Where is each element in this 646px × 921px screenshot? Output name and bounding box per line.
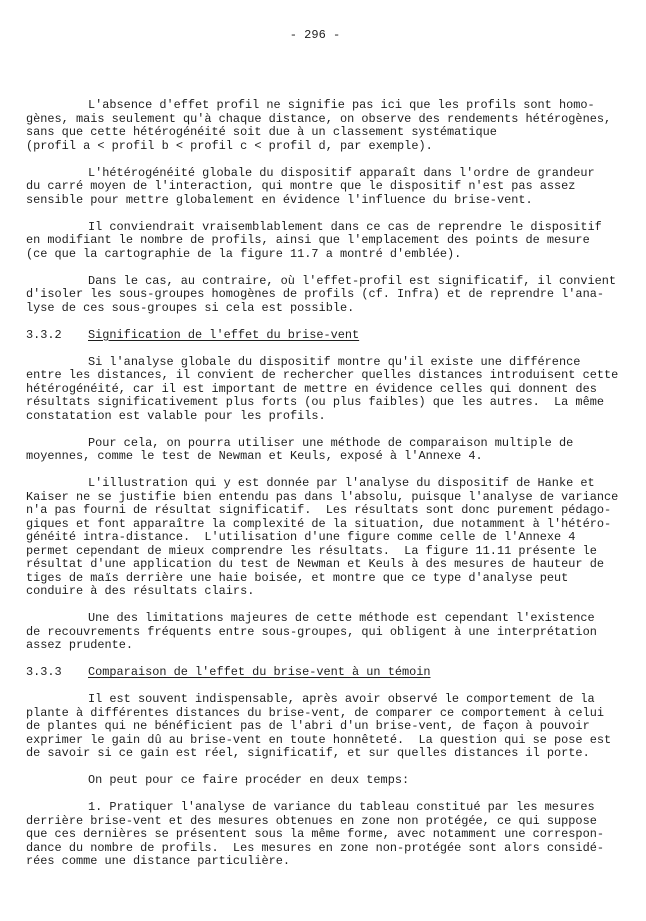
- text-line: résultats significativement plus forts (ou plus faibles) que les autres. La même: [26, 395, 604, 409]
- paragraph: [26, 99, 636, 153]
- text-line: généité intra-distance. L'utilisation d'une figure comme celle de l'Annexe 4: [26, 530, 576, 544]
- section-number: 3.3.3: [26, 665, 62, 679]
- text-line: 1. Pratiquer l'analyse de variance du tableau constitué par les mesures: [88, 800, 595, 814]
- text-line: Kaiser ne se justifie bien entendu pas dans l'absolu, puisque l'analyse de variance: [26, 489, 619, 504]
- text-line: assez prudente.: [26, 638, 134, 652]
- text-line: résultat d'une application du test de Newman et Keuls à des mesures de hauteur de: [26, 557, 604, 571]
- text-line: rées comme une distance particulière.: [26, 854, 291, 868]
- text-line: L'illustration qui y est donnée par l'analyse du dispositif de Hanke et: [88, 476, 595, 490]
- paragraph: [26, 167, 636, 208]
- text-line: tiges de maïs derrière une haie boisée, et montre que ce type d'analyse peut: [26, 570, 569, 585]
- text-line: de savoir si ce gain est réel, significatif, et sur quelles distances il porte.: [26, 746, 590, 760]
- section-heading-3-3-3: [26, 666, 636, 680]
- text-line: exprimer le gain dû au brise-vent en toute honnêteté. La question qui se pose est: [26, 732, 612, 747]
- text-line: de recouvrements fréquents entre sous-groupes, qui obligent à une interprétation: [26, 624, 597, 639]
- text-line: n'a pas fourni de résultat significatif. Les résultats sont donc purement pédago-: [26, 503, 612, 517]
- text-line: Dans le cas, au contraire, où l'effet-profil est significatif, il convient: [88, 273, 617, 288]
- text-line: sans que cette hétérogénéité soit due à un classement systématique: [26, 125, 497, 139]
- text-line: On peut pour ce faire procéder en deux temps:: [88, 773, 410, 787]
- text-line: en modifiant le nombre de profils, ainsi que l'emplacement des points de mesure: [26, 233, 590, 247]
- text-line: Il est souvent indispensable, après avoir observé le comportement de la: [88, 692, 595, 706]
- text-line: constatation est valable pour les profils.: [26, 408, 326, 423]
- paragraph: [26, 275, 636, 316]
- text-line: d'isoler les sous-groupes homogènes de profils (cf. Infra) et de reprendre l'ana-: [26, 287, 604, 301]
- paragraph: [26, 774, 636, 788]
- text-line: du carré moyen de l'interaction, qui montre que le dispositif n'est pas assez: [26, 179, 576, 193]
- text-line: (profil a < profil b < profil c < profil d, par exemple).: [26, 138, 433, 153]
- paragraph: [26, 801, 636, 869]
- text-line: moyennes, comme le test de Newman et Keuls, exposé à l'Annexe 4.: [26, 449, 483, 463]
- paragraph: [26, 477, 636, 599]
- text-line: Une des limitations majeures de cette méthode est cependant l'existence: [88, 611, 595, 625]
- text-line: Pour cela, on pourra utiliser une méthode de comparaison multiple de: [88, 435, 574, 450]
- section-heading-3-3-2: [26, 329, 636, 343]
- text-line: conduire à des résultats clairs.: [26, 584, 255, 598]
- page-number: - 296 -: [289, 28, 341, 42]
- text-line: que ces dernières se présentent sous la même forme, avec notamment une correspon-: [26, 827, 604, 841]
- text-line: (ce que la cartographie de la figure 11.7 a montré d'emblée).: [26, 246, 462, 261]
- text-line: L'hétérogénéité globale du dispositif apparaît dans l'ordre de grandeur: [88, 165, 595, 180]
- text-line: permet cependant de mieux comprendre les résultats. La figure 11.11 présente le: [26, 543, 597, 558]
- text-line: dance du nombre de profils. Les mesures en zone non-protégée sont alors considé-: [26, 840, 604, 855]
- paragraph: [26, 437, 636, 464]
- paragraph: [26, 612, 636, 653]
- text-line: plante à différentes distances du brise-vent, de comparer ce comportement à celui: [26, 705, 604, 720]
- paragraph: [26, 693, 636, 761]
- document-body: [26, 99, 636, 882]
- section-title: Comparaison de l'effet du brise-vent à un témoin: [88, 665, 431, 679]
- text-line: gènes, mais seulement qu'à chaque distance, on observe des rendements hétérogènes,: [26, 111, 612, 126]
- text-line: L'absence d'effet profil ne signifie pas ici que les profils sont homo-: [88, 98, 595, 112]
- section-number: 3.3.2: [26, 327, 62, 342]
- text-line: derrière brise-vent et des mesures obtenues en zone non protégée, ce qui suppose: [26, 813, 597, 828]
- text-line: de plantes qui ne bénéficient pas de l'abri d'un brise-vent, de façon à pouvoir: [26, 719, 590, 733]
- text-line: sensible pour mettre globalement en évidence l'influence du brise-vent.: [26, 192, 533, 207]
- text-line: hétérogénéité, car il est important de mettre en évidence celles qui donnent des: [26, 381, 597, 396]
- paragraph: [26, 356, 636, 424]
- text-line: entre les distances, il convient de rechercher quelles distances introduisent cette: [26, 368, 619, 382]
- section-title: Signification de l'effet du brise-vent: [88, 327, 360, 342]
- paragraph: [26, 221, 636, 262]
- text-line: giques et font apparaître la complexité de la situation, due notamment à l'hétéro-: [26, 516, 612, 531]
- text-line: Il conviendrait vraisemblablement dans ce cas de reprendre le dispositif: [88, 219, 602, 234]
- text-line: Si l'analyse globale du dispositif montre qu'il existe une différence: [88, 354, 581, 369]
- text-line: lyse de ces sous-groupes si cela est possible.: [26, 300, 355, 315]
